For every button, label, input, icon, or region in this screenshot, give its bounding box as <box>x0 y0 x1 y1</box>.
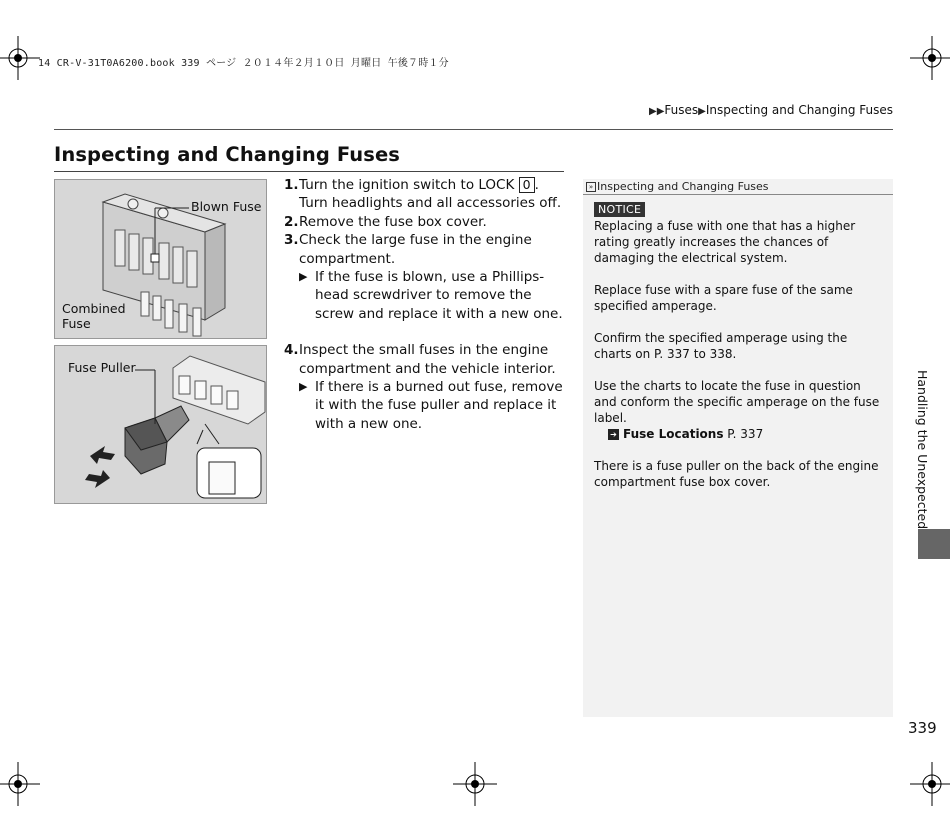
sidebar-paragraph: Replace fuse with a spare fuse of the same specified amperage. <box>594 283 853 313</box>
arrow-right-icon: ▶ <box>299 270 308 284</box>
notes-sidebar <box>583 179 893 717</box>
arrow-right-icon: ▶ <box>299 380 308 394</box>
step-1-text-a: Turn the ignition switch to LOCK <box>299 177 519 193</box>
sidebar-paragraph: Confirm the specified amperage using the charts on P. 337 to 338. <box>594 331 848 361</box>
step-2-text: Remove the fuse box cover. <box>299 213 487 230</box>
lock-position-badge: 0 <box>519 177 535 193</box>
step-1 <box>284 176 569 213</box>
notice-badge: NOTICE <box>594 202 645 217</box>
blown-fuse-label: Blown Fuse <box>191 199 262 214</box>
reference-arrow-icon: ➔ <box>608 429 619 440</box>
registration-mark-bottom-center <box>453 762 497 806</box>
section-tab[interactable] <box>918 529 950 559</box>
combined-fuse-label-line2: Fuse <box>62 316 91 331</box>
registration-mark-bottom-left <box>0 762 40 806</box>
page-title: Inspecting and Changing Fuses <box>54 143 400 166</box>
title-rule <box>54 171 564 172</box>
step-3 <box>284 231 569 268</box>
step-number: 2. <box>284 213 299 230</box>
sidebar-body <box>594 218 886 506</box>
fuse-puller-illustration <box>54 345 267 504</box>
combined-fuse-label-line1: Combined <box>62 301 126 316</box>
registration-mark-top-right <box>910 36 950 80</box>
sidebar-paragraph-with-ref <box>594 378 886 442</box>
section-tab-label <box>906 370 936 530</box>
step-4-substep <box>284 378 569 433</box>
step-4-text: Inspect the small fuses in the engine compartment and the vehicle interior. <box>299 342 556 377</box>
page-number: 339 <box>908 719 937 737</box>
procedure-steps <box>284 176 569 433</box>
sidebar-paragraph: Use the charts to locate the fuse in question and conform the specific amperage on the fuse label. <box>594 379 880 425</box>
fuse-locations-link[interactable] <box>594 426 886 442</box>
step-number: 4. <box>284 342 299 359</box>
sidebar-heading <box>583 179 893 195</box>
step-3-text: Check the large fuse in the engine compartment. <box>299 232 532 267</box>
step-4 <box>284 341 569 378</box>
header-rule <box>54 129 893 130</box>
sidebar-paragraph: There is a fuse puller on the back of the engine compartment fuse box cover. <box>594 459 879 489</box>
breadcrumb <box>649 103 893 117</box>
fuse-box-illustration <box>54 179 267 339</box>
ref-page: P. 337 <box>723 427 764 441</box>
step-3-substep <box>284 268 569 323</box>
print-header: 14 CR-V-31T0A6200.book 339 ページ ２０１４年２月１０日 月曜日 午後７時１分 <box>38 58 449 69</box>
ref-title: Fuse Locations <box>623 427 724 441</box>
breadcrumb-arrow-icon: ▶ <box>698 106 706 117</box>
section-tab-text: Handling the Unexpected <box>915 370 930 530</box>
step-number: 3. <box>284 232 299 249</box>
step-number: 1. <box>284 177 299 193</box>
sidebar-paragraph: Replacing a fuse with one that has a higher rating greatly increases the chances of damaging the electrical system. <box>594 219 856 265</box>
breadcrumb-arrow-icon: ▶▶ <box>649 106 665 117</box>
step-2 <box>284 213 569 231</box>
sidebar-heading-text: Inspecting and Changing Fuses <box>597 180 769 193</box>
breadcrumb-fuses[interactable]: Fuses <box>664 103 699 117</box>
note-marker-icon: » <box>586 182 596 192</box>
step-4-sub-text: If there is a burned out fuse, remove it with the fuse puller and replace it with a new one. <box>315 379 563 432</box>
registration-mark-bottom-right <box>910 762 950 806</box>
breadcrumb-current[interactable]: Inspecting and Changing Fuses <box>705 103 893 117</box>
registration-mark-top-left <box>0 36 40 80</box>
step-3-sub-text: If the fuse is blown, use a Phillips-head screwdriver to remove the screw and replace it with a new one. <box>315 269 563 322</box>
step-1-text-b: . Turn headlights and all accessories off. <box>299 177 562 212</box>
fuse-puller-label: Fuse Puller <box>68 360 136 375</box>
